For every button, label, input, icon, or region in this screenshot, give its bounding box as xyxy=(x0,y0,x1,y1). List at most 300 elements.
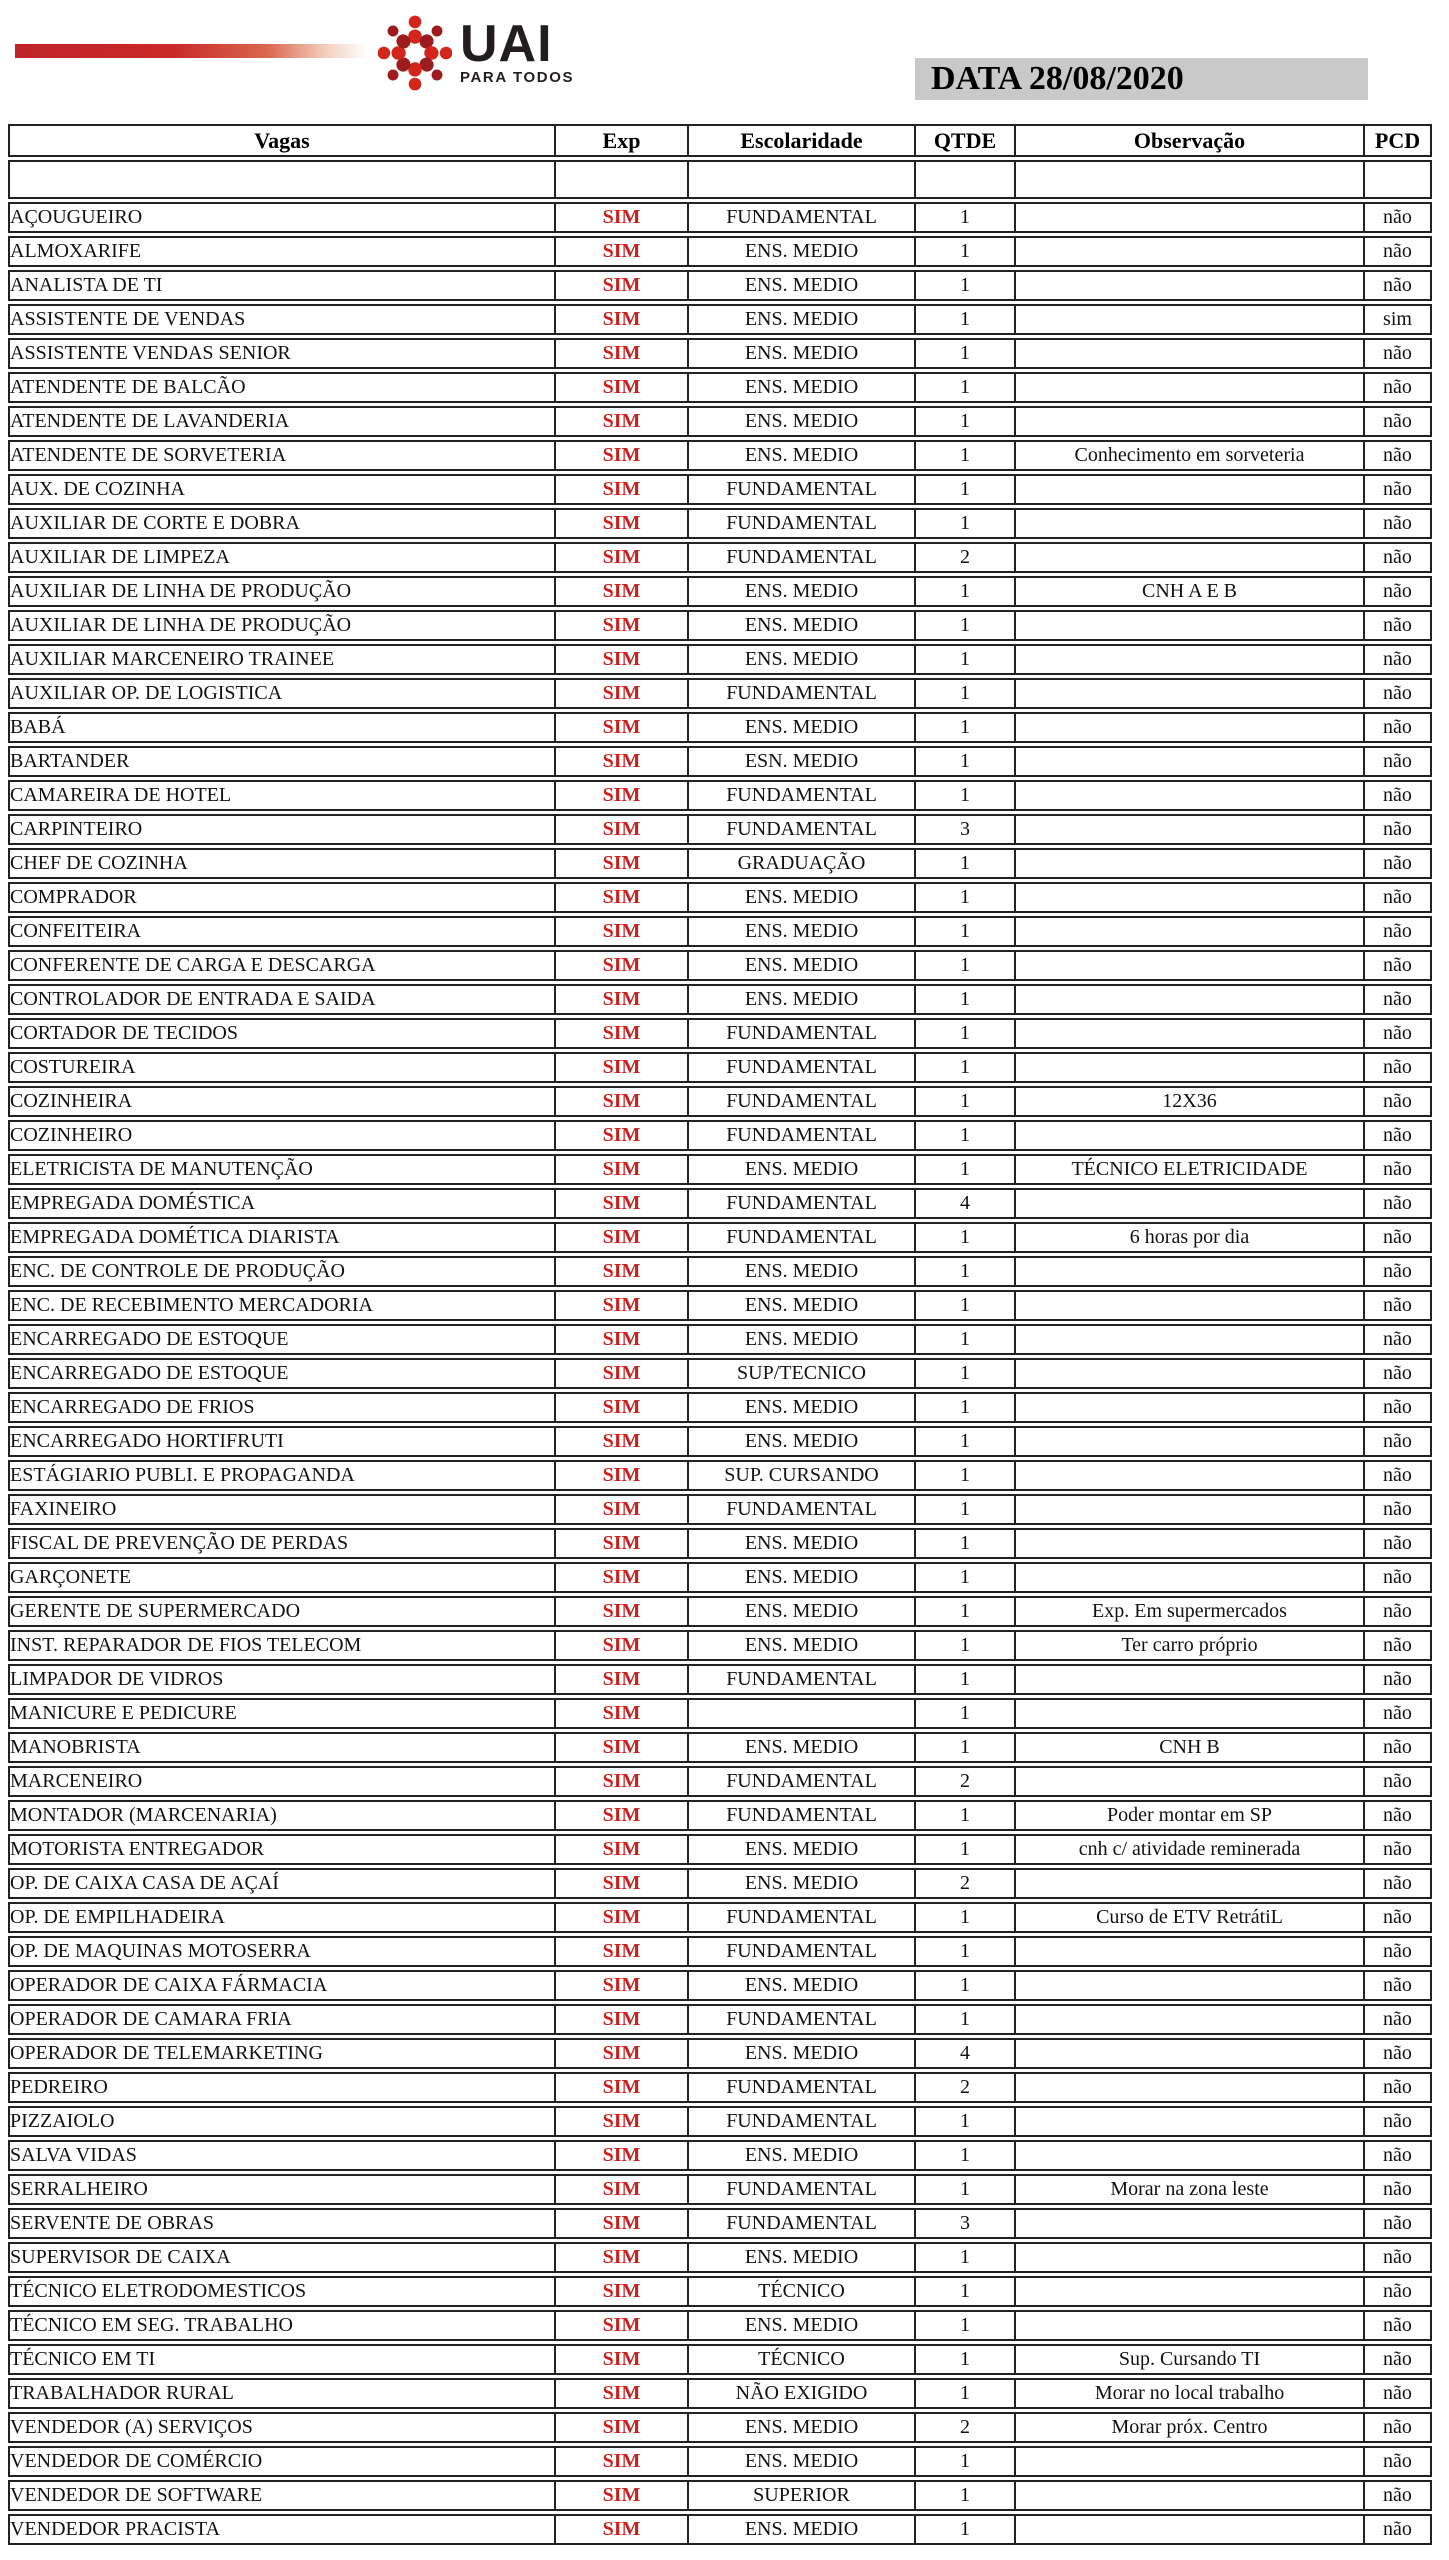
table-row xyxy=(8,1494,1432,1525)
cell-vaga: CORTADOR DE TECIDOS xyxy=(8,1018,556,1049)
cell-esc: FUNDAMENTAL xyxy=(689,1494,916,1525)
table-row xyxy=(8,1018,1432,1049)
date-label: DATA 28/08/2020 xyxy=(915,58,1368,100)
table-row xyxy=(8,1222,1432,1253)
cell-qtde: 1 xyxy=(916,848,1016,879)
cell-qtde: 1 xyxy=(916,1324,1016,1355)
cell-obs xyxy=(1016,508,1365,539)
cell-exp: SIM xyxy=(556,1562,689,1593)
cell-pcd: não xyxy=(1365,1596,1432,1627)
col-header-escolaridade: Escolaridade xyxy=(689,124,916,157)
cell-esc: FUNDAMENTAL xyxy=(689,1086,916,1117)
table-row xyxy=(8,1834,1432,1865)
cell-pcd: não xyxy=(1365,2140,1432,2171)
cell-qtde: 1 xyxy=(916,2140,1016,2171)
cell-obs xyxy=(1016,1528,1365,1559)
cell-qtde: 1 xyxy=(916,1562,1016,1593)
table-row xyxy=(8,2446,1432,2477)
cell-exp: SIM xyxy=(556,916,689,947)
cell-vaga: AUXILIAR DE LIMPEZA xyxy=(8,542,556,573)
uai-logo xyxy=(378,10,574,96)
cell-qtde: 1 xyxy=(916,1256,1016,1287)
table-row xyxy=(8,1698,1432,1729)
logo-text xyxy=(460,10,574,86)
table-row xyxy=(8,1766,1432,1797)
cell-exp: SIM xyxy=(556,1188,689,1219)
cell-obs xyxy=(1016,1290,1365,1321)
cell-vaga: CONFEITEIRA xyxy=(8,916,556,947)
table-row xyxy=(8,644,1432,675)
cell-qtde: 1 xyxy=(916,2446,1016,2477)
cell-pcd: não xyxy=(1365,950,1432,981)
cell-esc: FUNDAMENTAL xyxy=(689,814,916,845)
cell-pcd: não xyxy=(1365,814,1432,845)
table-row xyxy=(8,712,1432,743)
cell-pcd: não xyxy=(1365,780,1432,811)
cell-exp: SIM xyxy=(556,304,689,335)
red-gradient-bar xyxy=(15,44,367,58)
cell-qtde: 1 xyxy=(916,304,1016,335)
table-row xyxy=(8,2344,1432,2375)
cell-pcd: não xyxy=(1365,474,1432,505)
cell-vaga: OPERADOR DE CAMARA FRIA xyxy=(8,2004,556,2035)
cell-esc: FUNDAMENTAL xyxy=(689,202,916,233)
cell-obs xyxy=(1016,610,1365,641)
cell-esc: FUNDAMENTAL xyxy=(689,1222,916,1253)
cell-exp: SIM xyxy=(556,1970,689,2001)
cell-pcd: não xyxy=(1365,1392,1432,1423)
col-header-exp: Exp xyxy=(556,124,689,157)
cell-vaga: OPERADOR DE TELEMARKETING xyxy=(8,2038,556,2069)
cell-vaga: CONFERENTE DE CARGA E DESCARGA xyxy=(8,950,556,981)
cell-qtde: 1 xyxy=(916,372,1016,403)
cell-pcd: não xyxy=(1365,2038,1432,2069)
cell-pcd: não xyxy=(1365,2106,1432,2137)
table-row xyxy=(8,678,1432,709)
cell-vaga: TÉCNICO EM SEG. TRABALHO xyxy=(8,2310,556,2341)
cell-obs xyxy=(1016,2004,1365,2035)
cell-exp: SIM xyxy=(556,1154,689,1185)
cell-pcd: não xyxy=(1365,1222,1432,1253)
cell-vaga: VENDEDOR DE SOFTWARE xyxy=(8,2480,556,2511)
table-row xyxy=(8,1902,1432,1933)
cell-qtde: 1 xyxy=(916,406,1016,437)
cell-obs xyxy=(1016,372,1365,403)
cell-obs xyxy=(1016,202,1365,233)
cell-vaga: ATENDENTE DE BALCÃO xyxy=(8,372,556,403)
cell-pcd: não xyxy=(1365,236,1432,267)
table-row xyxy=(8,780,1432,811)
cell-qtde: 1 xyxy=(916,2174,1016,2205)
cell-qtde: 1 xyxy=(916,1630,1016,1661)
cell-obs xyxy=(1016,950,1365,981)
cell-qtde: 1 xyxy=(916,882,1016,913)
cell-pcd: não xyxy=(1365,1426,1432,1457)
cell-pcd: não xyxy=(1365,1732,1432,1763)
col-header-vagas: Vagas xyxy=(8,124,556,157)
cell-pcd: não xyxy=(1365,2344,1432,2375)
cell-obs xyxy=(1016,1018,1365,1049)
cell-qtde: 3 xyxy=(916,2208,1016,2239)
table-row xyxy=(8,1562,1432,1593)
cell-vaga: COMPRADOR xyxy=(8,882,556,913)
table-row xyxy=(8,2480,1432,2511)
cell-vaga: BABÁ xyxy=(8,712,556,743)
table-row xyxy=(8,1188,1432,1219)
cell-obs: Curso de ETV RetrátiL xyxy=(1016,1902,1365,1933)
table-row xyxy=(8,474,1432,505)
cell-vaga: CAMAREIRA DE HOTEL xyxy=(8,780,556,811)
cell-pcd: não xyxy=(1365,338,1432,369)
cell-exp: SIM xyxy=(556,1358,689,1389)
cell-vaga: COZINHEIRA xyxy=(8,1086,556,1117)
table-row xyxy=(8,1392,1432,1423)
cell-exp: SIM xyxy=(556,2174,689,2205)
cell-obs xyxy=(1016,2208,1365,2239)
cell-vaga: OP. DE MAQUINAS MOTOSERRA xyxy=(8,1936,556,1967)
cell-obs xyxy=(1016,2140,1365,2171)
table-row xyxy=(8,1154,1432,1185)
cell-qtde: 4 xyxy=(916,1188,1016,1219)
cell-vaga: SALVA VIDAS xyxy=(8,2140,556,2171)
table-row xyxy=(8,1460,1432,1491)
cell-esc: ENS. MEDIO xyxy=(689,1630,916,1661)
cell-obs: Conhecimento em sorveteria xyxy=(1016,440,1365,471)
table-row xyxy=(8,1596,1432,1627)
cell-vaga: MARCENEIRO xyxy=(8,1766,556,1797)
cell-exp: SIM xyxy=(556,2208,689,2239)
cell-exp: SIM xyxy=(556,2514,689,2545)
cell-obs: 12X36 xyxy=(1016,1086,1365,1117)
cell-exp: SIM xyxy=(556,780,689,811)
cell-qtde: 1 xyxy=(916,984,1016,1015)
cell-exp: SIM xyxy=(556,950,689,981)
cell-exp: SIM xyxy=(556,270,689,301)
table-row xyxy=(8,2412,1432,2443)
cell-obs: Morar próx. Centro xyxy=(1016,2412,1365,2443)
cell-qtde: 1 xyxy=(916,2310,1016,2341)
cell-exp: SIM xyxy=(556,2276,689,2307)
cell-exp: SIM xyxy=(556,2038,689,2069)
table-row xyxy=(8,1290,1432,1321)
cell-qtde: 1 xyxy=(916,1052,1016,1083)
table-row xyxy=(8,576,1432,607)
cell-exp: SIM xyxy=(556,1868,689,1899)
cell-esc: ENS. MEDIO xyxy=(689,610,916,641)
cell-pcd: não xyxy=(1365,2208,1432,2239)
cell-obs xyxy=(1016,236,1365,267)
cell-obs xyxy=(1016,1868,1365,1899)
cell-esc: FUNDAMENTAL xyxy=(689,2106,916,2137)
cell-qtde: 1 xyxy=(916,202,1016,233)
cell-exp: SIM xyxy=(556,1052,689,1083)
cell-obs xyxy=(1016,2480,1365,2511)
table-row xyxy=(8,202,1432,233)
cell-exp: SIM xyxy=(556,1290,689,1321)
cell-obs xyxy=(1016,1256,1365,1287)
cell-pcd: não xyxy=(1365,508,1432,539)
cell-exp: SIM xyxy=(556,576,689,607)
cell-pcd: não xyxy=(1365,644,1432,675)
cell-pcd: não xyxy=(1365,1528,1432,1559)
table-row xyxy=(8,304,1432,335)
cell-obs xyxy=(1016,1460,1365,1491)
cell-pcd: não xyxy=(1365,2004,1432,2035)
cell-exp: SIM xyxy=(556,882,689,913)
cell-esc: ESN. MEDIO xyxy=(689,746,916,777)
cell-vaga: ASSISTENTE VENDAS SENIOR xyxy=(8,338,556,369)
cell-exp: SIM xyxy=(556,746,689,777)
table-row xyxy=(8,1868,1432,1899)
cell-qtde: 1 xyxy=(916,1222,1016,1253)
empty-cell xyxy=(689,160,916,199)
cell-vaga: EMPREGADA DOMÉSTICA xyxy=(8,1188,556,1219)
cell-pcd: não xyxy=(1365,1970,1432,2001)
cell-exp: SIM xyxy=(556,2480,689,2511)
cell-pcd: não xyxy=(1365,712,1432,743)
cell-qtde: 1 xyxy=(916,2344,1016,2375)
cell-exp: SIM xyxy=(556,1766,689,1797)
cell-esc: FUNDAMENTAL xyxy=(689,1766,916,1797)
cell-pcd: não xyxy=(1365,1018,1432,1049)
cell-vaga: FAXINEIRO xyxy=(8,1494,556,1525)
table-row xyxy=(8,984,1432,1015)
cell-obs: Morar na zona leste xyxy=(1016,2174,1365,2205)
cell-obs xyxy=(1016,2072,1365,2103)
cell-exp: SIM xyxy=(556,644,689,675)
cell-esc: ENS. MEDIO xyxy=(689,304,916,335)
cell-qtde: 2 xyxy=(916,2072,1016,2103)
cell-obs xyxy=(1016,2242,1365,2273)
cell-obs xyxy=(1016,1494,1365,1525)
table-row xyxy=(8,848,1432,879)
cell-esc: ENS. MEDIO xyxy=(689,984,916,1015)
cell-pcd: não xyxy=(1365,1290,1432,1321)
cell-exp: SIM xyxy=(556,1086,689,1117)
table-row xyxy=(8,2514,1432,2545)
cell-qtde: 1 xyxy=(916,950,1016,981)
cell-pcd: não xyxy=(1365,2072,1432,2103)
vacancies-table xyxy=(8,121,1432,2548)
cell-esc: ENS. MEDIO xyxy=(689,1154,916,1185)
cell-obs xyxy=(1016,780,1365,811)
cell-esc: FUNDAMENTAL xyxy=(689,2004,916,2035)
table-row xyxy=(8,1970,1432,2001)
cell-esc: ENS. MEDIO xyxy=(689,1290,916,1321)
cell-exp: SIM xyxy=(556,508,689,539)
cell-exp: SIM xyxy=(556,2344,689,2375)
cell-vaga: TÉCNICO ELETRODOMESTICOS xyxy=(8,2276,556,2307)
cell-vaga: PEDREIRO xyxy=(8,2072,556,2103)
empty-cell xyxy=(556,160,689,199)
cell-qtde: 1 xyxy=(916,440,1016,471)
table-row xyxy=(8,610,1432,641)
cell-esc: ENS. MEDIO xyxy=(689,440,916,471)
cell-pcd: não xyxy=(1365,2412,1432,2443)
cell-vaga: OPERADOR DE CAIXA FÁRMACIA xyxy=(8,1970,556,2001)
cell-vaga: ATENDENTE DE LAVANDERIA xyxy=(8,406,556,437)
cell-obs xyxy=(1016,270,1365,301)
cell-pcd: não xyxy=(1365,1154,1432,1185)
cell-esc: ENS. MEDIO xyxy=(689,2242,916,2273)
cell-obs xyxy=(1016,1188,1365,1219)
cell-qtde: 1 xyxy=(916,1936,1016,1967)
cell-qtde: 1 xyxy=(916,1664,1016,1695)
cell-pcd: não xyxy=(1365,1324,1432,1355)
cell-vaga: VENDEDOR DE COMÉRCIO xyxy=(8,2446,556,2477)
cell-vaga: SERRALHEIRO xyxy=(8,2174,556,2205)
cell-pcd: não xyxy=(1365,2174,1432,2205)
empty-cell xyxy=(8,160,556,199)
table-row xyxy=(8,338,1432,369)
cell-esc: TÉCNICO xyxy=(689,2344,916,2375)
cell-esc: FUNDAMENTAL xyxy=(689,1120,916,1151)
cell-obs xyxy=(1016,2514,1365,2545)
cell-obs xyxy=(1016,2446,1365,2477)
cell-esc: FUNDAMENTAL xyxy=(689,1902,916,1933)
cell-vaga: VENDEDOR (A) SERVIÇOS xyxy=(8,2412,556,2443)
cell-obs xyxy=(1016,542,1365,573)
cell-exp: SIM xyxy=(556,712,689,743)
cell-qtde: 1 xyxy=(916,474,1016,505)
cell-vaga: MANICURE E PEDICURE xyxy=(8,1698,556,1729)
cell-qtde: 1 xyxy=(916,2514,1016,2545)
table-row xyxy=(8,542,1432,573)
cell-esc: ENS. MEDIO xyxy=(689,1834,916,1865)
cell-esc: FUNDAMENTAL xyxy=(689,1800,916,1831)
cell-esc: ENS. MEDIO xyxy=(689,2038,916,2069)
cell-esc: SUP/TECNICO xyxy=(689,1358,916,1389)
empty-row xyxy=(8,160,1432,199)
table-row xyxy=(8,1086,1432,1117)
cell-pcd: não xyxy=(1365,1562,1432,1593)
cell-pcd: não xyxy=(1365,678,1432,709)
cell-qtde: 2 xyxy=(916,1868,1016,1899)
cell-esc: ENS. MEDIO xyxy=(689,1324,916,1355)
cell-vaga: INST. REPARADOR DE FIOS TELECOM xyxy=(8,1630,556,1661)
table-row xyxy=(8,1358,1432,1389)
cell-pcd: sim xyxy=(1365,304,1432,335)
cell-esc: ENS. MEDIO xyxy=(689,1562,916,1593)
cell-exp: SIM xyxy=(556,338,689,369)
cell-vaga: TRABALHADOR RURAL xyxy=(8,2378,556,2409)
cell-vaga: CARPINTEIRO xyxy=(8,814,556,845)
cell-esc: SUPERIOR xyxy=(689,2480,916,2511)
cell-esc: ENS. MEDIO xyxy=(689,2140,916,2171)
cell-obs xyxy=(1016,644,1365,675)
cell-esc: ENS. MEDIO xyxy=(689,1596,916,1627)
cell-obs: TÉCNICO ELETRICIDADE xyxy=(1016,1154,1365,1185)
cell-qtde: 1 xyxy=(916,1800,1016,1831)
cell-qtde: 1 xyxy=(916,1154,1016,1185)
cell-pcd: não xyxy=(1365,576,1432,607)
cell-vaga: GERENTE DE SUPERMERCADO xyxy=(8,1596,556,1627)
cell-pcd: não xyxy=(1365,848,1432,879)
cell-qtde: 1 xyxy=(916,1358,1016,1389)
cell-vaga: SUPERVISOR DE CAIXA xyxy=(8,2242,556,2273)
cell-pcd: não xyxy=(1365,1086,1432,1117)
cell-obs xyxy=(1016,1766,1365,1797)
cell-qtde: 1 xyxy=(916,2106,1016,2137)
table-row xyxy=(8,2174,1432,2205)
cell-vaga: ENC. DE CONTROLE DE PRODUÇÃO xyxy=(8,1256,556,1287)
cell-esc: ENS. MEDIO xyxy=(689,1426,916,1457)
cell-pcd: não xyxy=(1365,1902,1432,1933)
cell-exp: SIM xyxy=(556,1460,689,1491)
cell-obs xyxy=(1016,304,1365,335)
cell-qtde: 1 xyxy=(916,678,1016,709)
cell-pcd: não xyxy=(1365,2446,1432,2477)
table-row xyxy=(8,440,1432,471)
cell-exp: SIM xyxy=(556,678,689,709)
cell-vaga: ENCARREGADO DE ESTOQUE xyxy=(8,1358,556,1389)
cell-exp: SIM xyxy=(556,2106,689,2137)
cell-qtde: 1 xyxy=(916,1086,1016,1117)
cell-qtde: 1 xyxy=(916,916,1016,947)
cell-obs xyxy=(1016,712,1365,743)
cell-esc: FUNDAMENTAL xyxy=(689,678,916,709)
cell-exp: SIM xyxy=(556,406,689,437)
cell-exp: SIM xyxy=(556,1256,689,1287)
cell-exp: SIM xyxy=(556,2242,689,2273)
cell-obs: CNH A E B xyxy=(1016,576,1365,607)
cell-pcd: não xyxy=(1365,542,1432,573)
cell-qtde: 1 xyxy=(916,1698,1016,1729)
cell-obs: Exp. Em supermercados xyxy=(1016,1596,1365,1627)
cell-vaga: AÇOUGUEIRO xyxy=(8,202,556,233)
table-row xyxy=(8,1528,1432,1559)
cell-exp: SIM xyxy=(556,2004,689,2035)
cell-vaga: ATENDENTE DE SORVETERIA xyxy=(8,440,556,471)
cell-vaga: LIMPADOR DE VIDROS xyxy=(8,1664,556,1695)
cell-pcd: não xyxy=(1365,440,1432,471)
cell-esc: ENS. MEDIO xyxy=(689,1970,916,2001)
table-row xyxy=(8,372,1432,403)
table-row xyxy=(8,1732,1432,1763)
cell-vaga: OP. DE EMPILHADEIRA xyxy=(8,1902,556,1933)
cell-vaga: AUXILIAR OP. DE LOGISTICA xyxy=(8,678,556,709)
col-header-qtde: QTDE xyxy=(916,124,1016,157)
cell-pcd: não xyxy=(1365,2514,1432,2545)
cell-qtde: 1 xyxy=(916,2276,1016,2307)
table-row xyxy=(8,236,1432,267)
cell-qtde: 1 xyxy=(916,2378,1016,2409)
cell-esc: GRADUAÇÃO xyxy=(689,848,916,879)
cell-exp: SIM xyxy=(556,2072,689,2103)
cell-obs xyxy=(1016,1970,1365,2001)
table-row xyxy=(8,2378,1432,2409)
cell-esc: ENS. MEDIO xyxy=(689,2310,916,2341)
cell-vaga: AUXILIAR DE LINHA DE PRODUÇÃO xyxy=(8,576,556,607)
cell-pcd: não xyxy=(1365,1120,1432,1151)
cell-obs xyxy=(1016,1052,1365,1083)
cell-esc: TÉCNICO xyxy=(689,2276,916,2307)
cell-exp: SIM xyxy=(556,474,689,505)
cell-exp: SIM xyxy=(556,236,689,267)
cell-obs xyxy=(1016,814,1365,845)
cell-vaga: MANOBRISTA xyxy=(8,1732,556,1763)
table-row xyxy=(8,2208,1432,2239)
cell-qtde: 1 xyxy=(916,712,1016,743)
table-row xyxy=(8,1052,1432,1083)
logo-tagline: PARA TODOS xyxy=(460,69,575,86)
empty-cell xyxy=(916,160,1016,199)
cell-pcd: não xyxy=(1365,1188,1432,1219)
cell-obs xyxy=(1016,984,1365,1015)
cell-qtde: 1 xyxy=(916,746,1016,777)
cell-pcd: não xyxy=(1365,882,1432,913)
table-row xyxy=(8,270,1432,301)
